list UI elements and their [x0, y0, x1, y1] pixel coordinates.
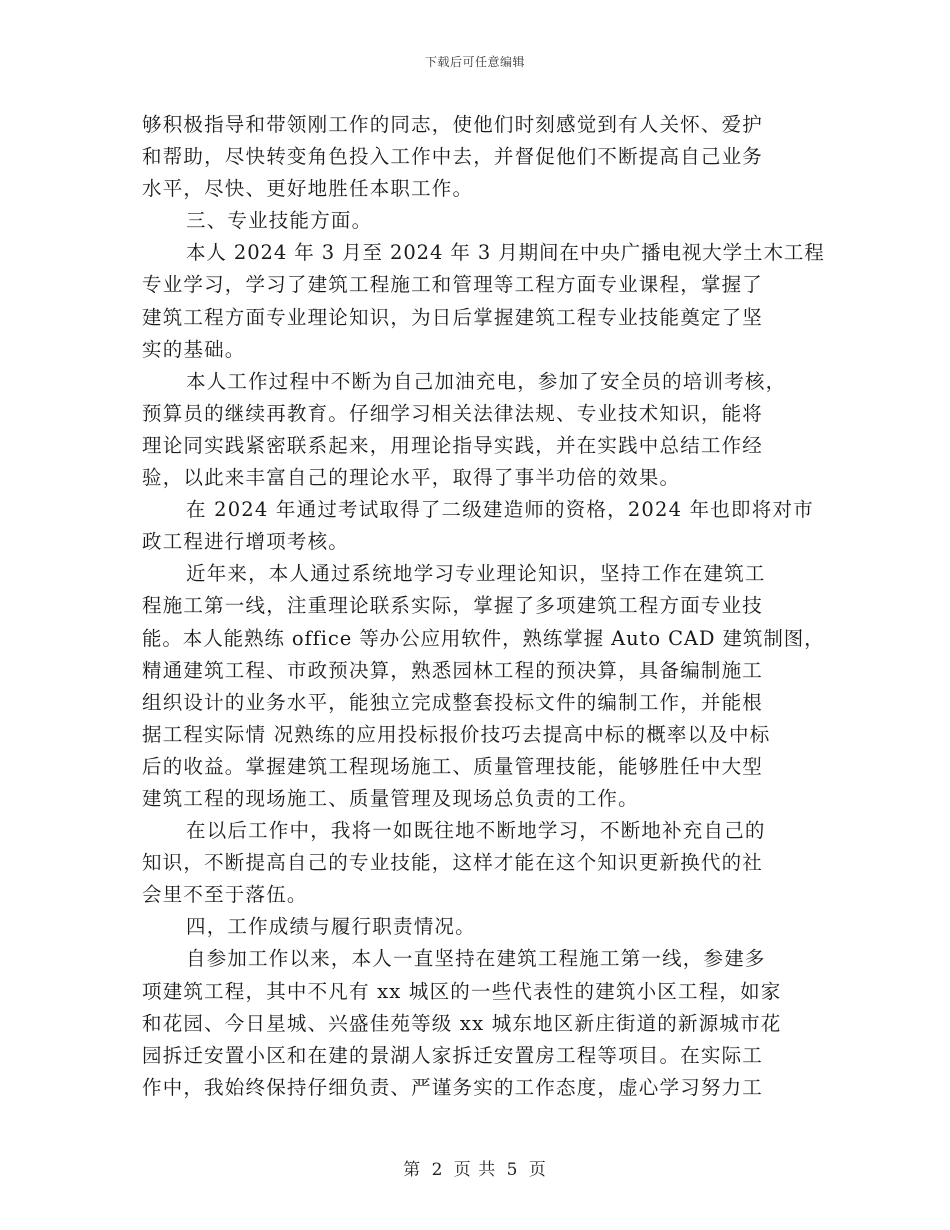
text-line: 组织设计的业务水平，能独立完成整套投标文件的编制工作，并能根 — [142, 690, 764, 714]
text-line: 园拆迁安置小区和在建的景湖人家拆迁安置房工程等项目。在实际工 — [142, 1043, 764, 1067]
text-line: 建筑工程的现场施工、质量管理及现场总负责的工作。 — [142, 786, 639, 810]
footer-suffix: 页 — [528, 1160, 547, 1180]
text-line: 专业学习，学习了建筑工程施工和管理等工程方面专业课程，掌握了 — [142, 273, 764, 297]
text-line: 能。本人能熟练 office 等办公应用软件，熟练掌握 Auto CAD 建筑制图， — [142, 626, 825, 650]
text-line: 实的基础。 — [142, 337, 246, 361]
text-line: 近年来，本人通过系统地学习专业理论知识，坚持工作在建筑工 — [186, 562, 766, 586]
text-line: 建筑工程方面专业理论知识，为日后掌握建筑工程专业技能奠定了坚 — [142, 305, 764, 329]
page-footer — [0, 1155, 950, 1180]
text-line: 知识，不断提高自己的专业技能，这样才能在这个知识更新换代的社 — [142, 851, 764, 875]
text-line: 预算员的继续再教育。仔细学习相关法律法规、专业技术知识，能将 — [142, 401, 764, 425]
text-line: 据工程实际情 况熟练的应用投标报价技巧去提高中标的概率以及中标 — [142, 722, 771, 746]
text-line: 在以后工作中，我将一如既往地不断地学习，不断地补充自己的 — [186, 819, 766, 843]
text-line: 验，以此来丰富自己的理论水平，取得了事半功倍的效果。 — [142, 466, 681, 490]
text-line: 四，工作成绩与履行职责情况。 — [186, 915, 476, 939]
text-line: 在 2024 年通过考试取得了二级建造师的资格，2024 年也即将对市 — [186, 498, 814, 522]
header-note: 下载后可任意编辑 — [424, 55, 525, 69]
footer-total-pages: 5 — [506, 1160, 519, 1180]
text-line: 自参加工作以来，本人一直坚持在建筑工程施工第一线，参建多 — [186, 947, 766, 971]
text-line: 作中，我始终保持仔细负责、严谨务实的工作态度，虚心学习努力工 — [142, 1075, 764, 1099]
text-line: 项建筑工程，其中不凡有 xx 城区的一些代表性的建筑小区工程，如家 — [142, 979, 782, 1003]
text-line: 程施工第一线，注重理论联系实际，掌握了多项建筑工程方面专业技 — [142, 594, 764, 618]
text-line: 和帮助，尽快转变角色投入工作中去，并督促他们不断提高自己业务 — [142, 145, 764, 169]
text-line: 水平，尽快、更好地胜任本职工作。 — [142, 177, 474, 201]
text-line: 三、专业技能方面。 — [186, 209, 373, 233]
text-line: 和花园、今日星城、兴盛佳苑等级 xx 城东地区新庄街道的新源城市花 — [142, 1011, 782, 1035]
footer-mid: 页 共 — [453, 1160, 497, 1180]
text-line: 精通建筑工程、市政预决算，熟悉园林工程的预决算，具备编制施工 — [142, 658, 764, 682]
footer-page-number: 2 — [431, 1160, 444, 1180]
text-line: 会里不至于落伍。 — [142, 883, 308, 907]
text-line: 政工程进行增项考核。 — [142, 530, 350, 554]
text-line: 够积极指导和带领刚工作的同志，使他们时刻感觉到有人关怀、爱护 — [142, 113, 764, 136]
text-line: 本人工作过程中不断为自己加油充电，参加了安全员的培训考核， — [186, 369, 787, 393]
body-text — [142, 109, 828, 1104]
footer-prefix: 第 — [403, 1160, 422, 1180]
text-line: 理论同实践紧密联系起来，用理论指导实践，并在实践中总结工作经 — [142, 433, 764, 457]
text-line: 本人 2024 年 3 月至 2024 年 3 月期间在中央广播电视大学土木工程 — [186, 241, 825, 265]
text-line: 后的收益。掌握建筑工程现场施工、质量管理技能，能够胜任中大型 — [142, 754, 764, 778]
